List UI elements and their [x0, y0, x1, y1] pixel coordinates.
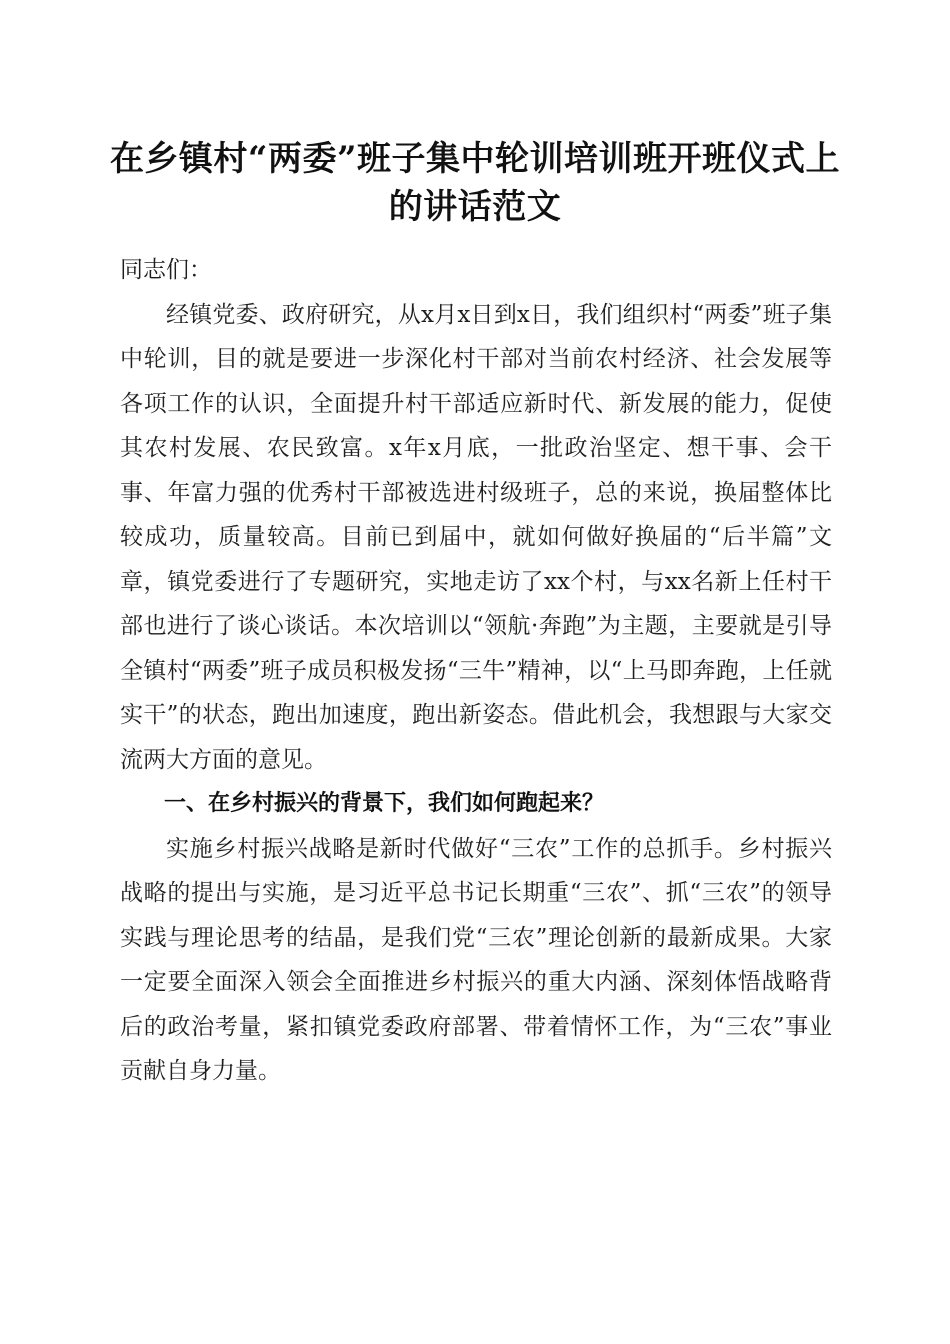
section-heading: 一、在乡村振兴的背景下，我们如何跑起来？: [164, 791, 605, 816]
intro-paragraph: 经镇党委、政府研究，从x月x日到x日，我们组织村“两委”班子集中轮训，目的就是要进一步深化村干部对当前农村经济、社会发展等各项工作的认识，全面提升村干部适应新时代、新发展的能力，促使其农村发展、农民致富。x年x月底，一批政治坚定、想干事、会干事、年富力强的优秀村干部被选进村级班子，总的来说，换届整体比较成功，质量较高。目前已到届中，就如何做好换届的“后半篇”文章，镇党委进行了专题研究，实地走访了xx个村，与xx名新上任村干部也进行了谈心谈话。本次培训以“领航·奔跑”为主题，主要就是引导全镇村“两委”班子成员积极发扬“三牛”精神，以“上马即奔跑，上任就实干”的状态，跑出加速度，跑出新姿态。借此机会，我想跟与大家交流两大方面的意见。: [120, 301, 832, 773]
document-title: 在乡镇村“两委”班子集中轮训培训班开班仪式上的讲话范文: [109, 139, 841, 227]
section-paragraph: 实施乡村振兴战略是新时代做好“三农”工作的总抓手。乡村振兴战略的提出与实施，是习近平总书记长期重“三农”、抓“三农”的领导实践与理论思考的结晶，是我们党“三农”理论创新的最新成果。大家一定要全面深入领会全面推进乡村振兴的重大内涵、深刻体悟战略背后的政治考量，紧扣镇党委政府部署、带着情怀工作，为“三农”事业贡献自身力量。: [120, 835, 832, 1084]
document-body: [120, 248, 832, 1094]
salutation: 同志们：: [120, 257, 212, 283]
